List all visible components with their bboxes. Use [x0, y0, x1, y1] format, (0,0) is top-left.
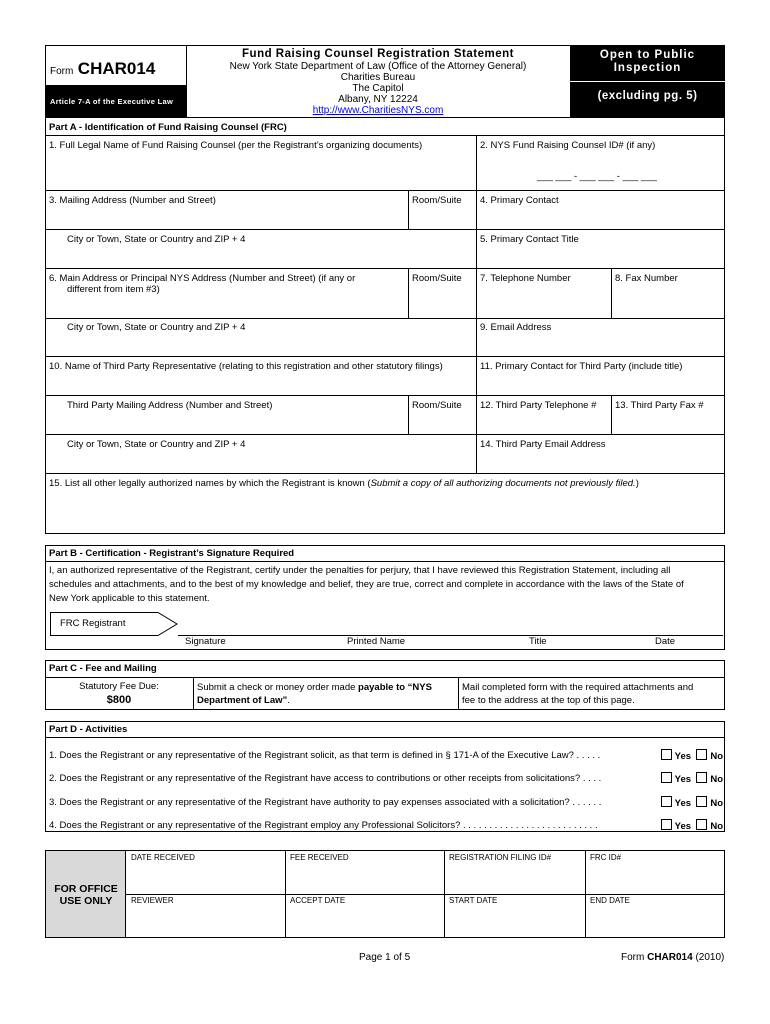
office-use-line2: USE ONLY	[59, 895, 113, 907]
public-inspection-box	[570, 45, 725, 118]
frc-id-field[interactable]: FRC ID#	[590, 853, 622, 862]
footer-form-code: CHAR014	[647, 952, 693, 963]
field-third-party-mailing[interactable]: Third Party Mailing Address (Number and Street)	[67, 400, 273, 411]
q4-no-label: No	[710, 821, 723, 832]
mailing-instructions	[462, 681, 693, 707]
date-caption: Date	[655, 636, 676, 647]
field-city-1[interactable]: City or Town, State or Country and ZIP + 4	[67, 234, 246, 245]
q3-no-checkbox[interactable]	[696, 796, 707, 807]
part-b-heading: Part B - Certification - Registrant’s Signature Required	[49, 548, 295, 559]
field-email[interactable]: 9. Email Address	[480, 322, 552, 333]
signature-caption: Signature	[185, 636, 226, 647]
part-a-heading: Part A - Identification of Fund Raising Counsel (FRC)	[49, 122, 287, 133]
cert-line2: schedules and attachments, and to the best of my knowledge and belief, they are true, correct and complete in accordance with the laws of the State of	[49, 579, 684, 590]
form-prefix: Form	[50, 66, 74, 77]
q2-no-label: No	[710, 774, 723, 785]
other-names-end: )	[635, 478, 639, 489]
inspection-label: Inspection	[613, 62, 682, 74]
question-1-text: 1. Does the Registrant or any representative of the Registrant solicit, as that term is defined in § 171-A of the Executive Law? . . . . .	[49, 750, 601, 761]
question-3	[49, 796, 723, 809]
website-link[interactable]: http://www.CharitiesNYS.com	[312, 105, 444, 116]
payment-end: .	[287, 695, 290, 706]
field-other-names[interactable]	[49, 478, 639, 489]
end-date-field[interactable]: END DATE	[590, 896, 630, 905]
signature-line[interactable]	[178, 635, 723, 636]
field-third-party-contact[interactable]: 11. Primary Contact for Third Party (include title)	[480, 361, 683, 372]
field-third-party-rep[interactable]: 10. Name of Third Party Representative (relating to this registration and other statutory filings)	[49, 361, 443, 372]
frc-id-mask[interactable]: ___ ___ - ___ ___ - ___ ___	[537, 171, 657, 182]
office-use-line1: FOR OFFICE	[54, 883, 118, 895]
part-c-heading: Part C - Fee and Mailing	[49, 663, 157, 674]
form-code: CHAR014	[77, 59, 156, 78]
payee-name: payable to “NYS Department of Law”	[197, 682, 432, 706]
main-address-line1: 6. Main Address or Principal NYS Address (Number and Street) (if any or	[49, 273, 356, 284]
address-line2: Albany, NY 12224	[338, 94, 418, 105]
question-4-text: 4. Does the Registrant or any representative of the Registrant employ any Professional Solicitors? . . . . . . . . . . . . . . . . . . . . . . . . . .	[49, 820, 598, 831]
field-room-suite-3[interactable]: Room/Suite	[412, 400, 462, 411]
field-primary-contact[interactable]: 4. Primary Contact	[480, 195, 559, 206]
question-4	[49, 819, 723, 832]
q2-no-checkbox[interactable]	[696, 772, 707, 783]
footer-form-prefix: Form	[621, 952, 648, 963]
page-number: Page 1 of 5	[359, 952, 411, 963]
address-line1: The Capitol	[352, 83, 404, 94]
mail-line2: fee to the address at the top of this page.	[462, 695, 635, 706]
cert-line3: New York applicable to this statement.	[49, 593, 210, 604]
open-public-label: Open to Public	[599, 49, 696, 61]
mail-line1: Mail completed form with the required attachments and	[462, 682, 694, 693]
payment-instructions	[197, 681, 455, 707]
q3-no-label: No	[710, 798, 723, 809]
field-third-party-email[interactable]: 14. Third Party Email Address	[480, 439, 606, 450]
question-2	[49, 772, 723, 785]
field-telephone[interactable]: 7. Telephone Number	[480, 273, 571, 284]
field-legal-name[interactable]: 1. Full Legal Name of Fund Raising Counsel (per the Registrant’s organizing documents)	[49, 140, 423, 151]
start-date-field[interactable]: START DATE	[449, 896, 498, 905]
fee-amount: $800	[106, 694, 132, 706]
header-center	[187, 48, 569, 116]
registration-filing-id-field[interactable]: REGISTRATION FILING ID#	[449, 853, 552, 862]
q3-yes-checkbox[interactable]	[661, 796, 672, 807]
other-names-label: 15. List all other legally authorized names by which the Registrant is known (	[49, 478, 371, 489]
bureau-name: Charities Bureau	[340, 72, 416, 83]
article-label: Article 7-A of the Executive Law	[45, 85, 186, 118]
question-2-text: 2. Does the Registrant or any representative of the Registrant have access to contributions or other receipts from solicitations? . . . .	[49, 773, 602, 784]
certification-text	[49, 564, 684, 606]
excluding-label: (excluding pg. 5)	[597, 90, 698, 102]
q4-no-checkbox[interactable]	[696, 819, 707, 830]
field-third-party-fax[interactable]: 13. Third Party Fax #	[615, 400, 704, 411]
other-names-note: Submit a copy of all authorizing documents not previously filed.	[370, 478, 636, 489]
date-received-field[interactable]: DATE RECEIVED	[131, 853, 195, 862]
fee-label: Statutory Fee Due:	[79, 681, 159, 692]
q3-yes-label: Yes	[674, 798, 692, 809]
q2-yes-label: Yes	[674, 774, 692, 785]
part-d-heading: Part D - Activities	[49, 724, 128, 735]
reviewer-field[interactable]: REVIEWER	[131, 896, 174, 905]
payment-pre: Submit a check or money order made	[197, 682, 359, 693]
title-caption: Title	[529, 636, 547, 647]
field-room-suite-1[interactable]: Room/Suite	[412, 195, 462, 206]
form-id-box	[45, 45, 187, 118]
q1-yes-checkbox[interactable]	[661, 749, 672, 760]
fee-received-field[interactable]: FEE RECEIVED	[290, 853, 349, 862]
question-1	[49, 749, 723, 762]
q4-yes-checkbox[interactable]	[661, 819, 672, 830]
field-contact-title[interactable]: 5. Primary Contact Title	[480, 234, 579, 245]
q1-no-checkbox[interactable]	[696, 749, 707, 760]
main-address-line2: different from item #3)	[67, 284, 160, 295]
field-frc-id[interactable]: 2. NYS Fund Raising Counsel ID# (if any)	[480, 140, 656, 151]
field-city-3[interactable]: City or Town, State or Country and ZIP + 4	[67, 439, 246, 450]
field-city-2[interactable]: City or Town, State or Country and ZIP + 4	[67, 322, 246, 333]
q1-yes-label: Yes	[674, 751, 692, 762]
office-use-label	[46, 883, 126, 907]
field-third-party-phone[interactable]: 12. Third Party Telephone #	[480, 400, 597, 411]
field-room-suite-2[interactable]: Room/Suite	[412, 273, 462, 284]
cert-line1: I, an authorized representative of the Registrant, certify under the penalties for perjury, that I have reviewed this Registration Statement, including all	[49, 565, 671, 576]
form-title: Fund Raising Counsel Registration Statement	[242, 48, 514, 60]
frc-registrant-label: FRC Registrant	[60, 618, 126, 629]
field-main-address[interactable]	[49, 273, 355, 295]
q1-no-label: No	[710, 751, 723, 762]
footer-form-id	[621, 952, 724, 963]
q2-yes-checkbox[interactable]	[661, 772, 672, 783]
printed-name-caption: Printed Name	[347, 636, 406, 647]
q4-yes-label: Yes	[674, 821, 692, 832]
question-3-text: 3. Does the Registrant or any representative of the Registrant have authority to pay expenses associated with a solicitation? . . . . . .	[49, 797, 602, 808]
field-fax[interactable]: 8. Fax Number	[615, 273, 678, 284]
footer-year: (2010)	[692, 952, 725, 963]
department-name: New York State Department of Law (Office of the Attorney General)	[229, 61, 527, 72]
accept-date-field[interactable]: ACCEPT DATE	[290, 896, 346, 905]
field-mailing-address[interactable]: 3. Mailing Address (Number and Street)	[49, 195, 216, 206]
